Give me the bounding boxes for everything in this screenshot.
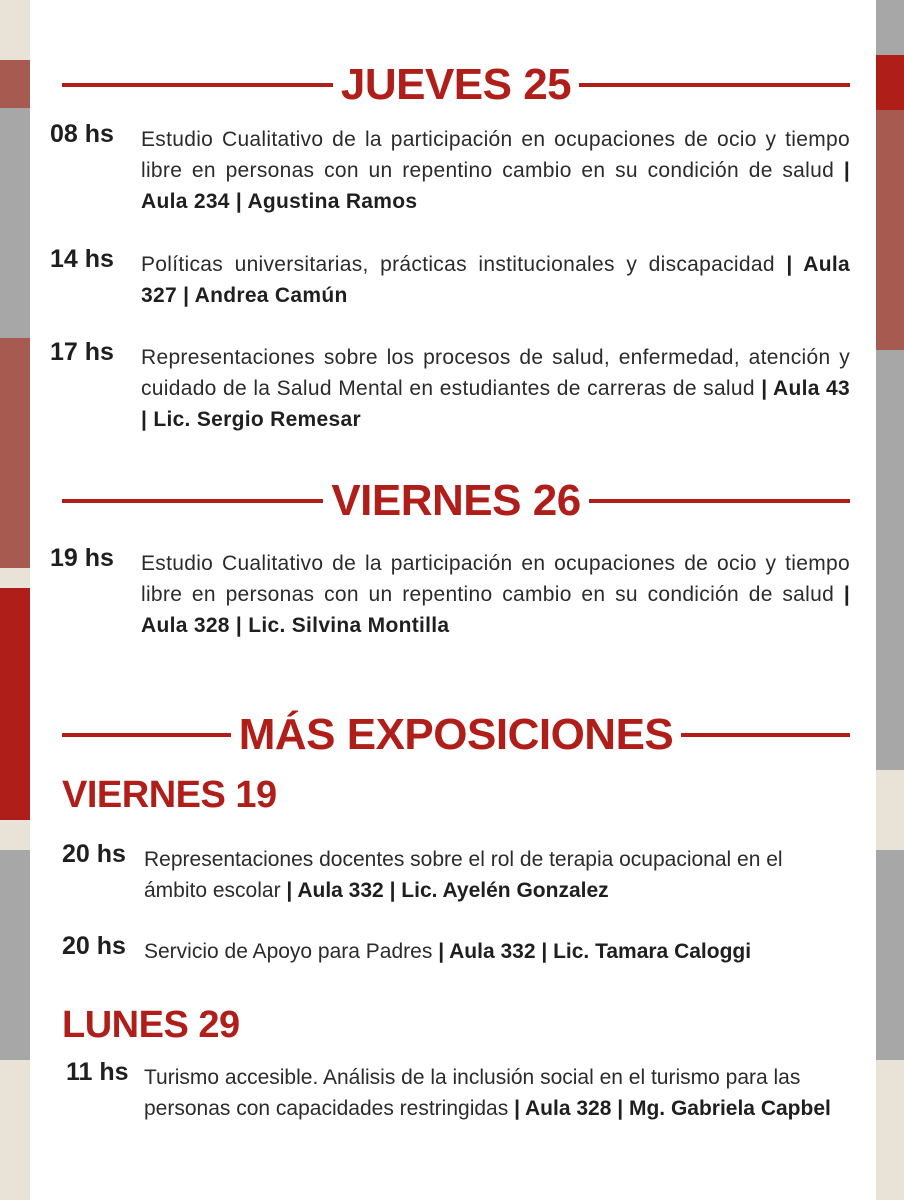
section-heading-mas-exposiciones <box>62 710 850 760</box>
schedule-entry <box>50 245 850 311</box>
entry-time: 11 hs <box>66 1058 129 1086</box>
entry-room: Aula 332 <box>449 940 536 963</box>
heading-rule-right <box>579 83 850 87</box>
entry-description: Representaciones docentes sobre el rol de terapia ocupacional en el ámbito escolar | Aula 332 | Lic. Ayelén Gonzalez <box>144 848 783 902</box>
entry-time: 14 hs <box>50 245 114 273</box>
entry-time: 20 hs <box>62 932 126 960</box>
entry-time: 08 hs <box>50 120 114 148</box>
entry-speaker: Lic. Ayelén Gonzalez <box>401 879 609 902</box>
heading-title: MÁS EXPOSICIONES <box>238 710 674 759</box>
entry-description: Estudio Cualitativo de la participación en ocupaciones de ocio y tiempo libre en personas con un repentino cambio en su condición de salud | Aula 328 | Lic. Silvina Montilla <box>141 552 850 637</box>
entry-room: Aula 328 <box>141 614 230 637</box>
entry-room: Aula 327 <box>141 253 850 307</box>
entry-speaker: Lic. Tamara Caloggi <box>553 940 752 963</box>
entry-text: Estudio Cualitativo de la participación en ocupaciones de ocio y tiempo libre en personas con un repentino cambio en su condición de salud <box>141 552 850 606</box>
entry-speaker: Mg. Gabriela Capbel <box>628 1097 831 1120</box>
section-heading-jueves <box>62 60 850 110</box>
heading-title: VIERNES 26 <box>331 476 581 525</box>
entry-description: Estudio Cualitativo de la participación en ocupaciones de ocio y tiempo libre en personas con un repentino cambio en su condición de salud | Aula 234 | Agustina Ramos <box>141 128 850 213</box>
heading-rule-left <box>62 83 333 87</box>
left-decorative-band <box>0 0 30 1200</box>
schedule-entry <box>50 338 851 435</box>
entry-time: 20 hs <box>62 840 126 868</box>
schedule-entry <box>50 544 850 641</box>
heading-rule-right <box>589 499 850 503</box>
right-decorative-band <box>874 0 904 1200</box>
entry-speaker: Agustina Ramos <box>247 190 418 213</box>
entry-room: Aula 234 <box>141 190 230 213</box>
entry-room: Aula 43 <box>772 377 851 400</box>
entry-text: Servicio de Apoyo para Padres <box>144 940 433 963</box>
heading-title: JUEVES 25 <box>340 60 572 109</box>
section-heading-viernes <box>62 476 850 526</box>
schedule-entry <box>62 932 852 967</box>
entry-text: Representaciones sobre los procesos de salud, enfermedad, atención y cuidado de la Salud Mental en estudiantes de carreras de salud <box>141 346 850 400</box>
heading-rule-left <box>62 499 323 503</box>
entry-time: 17 hs <box>50 338 114 366</box>
schedule-entry <box>62 840 852 906</box>
entry-text: Turismo accesible. Análisis de la inclusión social en el turismo para las personas con capacidades restringidas <box>144 1066 801 1120</box>
entry-description: Servicio de Apoyo para Padres | Aula 332 | Lic. Tamara Caloggi <box>144 940 752 963</box>
entry-time: 19 hs <box>50 544 114 572</box>
subheading-lunes-29: LUNES 29 <box>62 1004 240 1046</box>
entry-speaker: Andrea Camún <box>194 284 348 307</box>
entry-room: Aula 328 <box>525 1097 612 1120</box>
heading-rule-left <box>62 733 231 737</box>
entry-speaker: Lic. Sergio Remesar <box>153 408 361 431</box>
schedule-entry <box>50 120 850 217</box>
entry-speaker: Lic. Silvina Montilla <box>248 614 450 637</box>
entry-description: Turismo accesible. Análisis de la inclusión social en el turismo para las personas con capacidades restringidas | Aula 328 | Mg. Gabriela Capbel <box>144 1066 831 1120</box>
entry-text: Representaciones docentes sobre el rol de terapia ocupacional en el ámbito escolar <box>144 848 783 902</box>
heading-rule-right <box>681 733 850 737</box>
entry-description: Políticas universitarias, prácticas institucionales y discapacidad | Aula 327 | Andrea Camún <box>141 253 850 307</box>
schedule-entry <box>62 1058 857 1124</box>
subheading-viernes-19: VIERNES 19 <box>62 774 277 816</box>
entry-room: Aula 332 <box>297 879 384 902</box>
entry-text: Estudio Cualitativo de la participación en ocupaciones de ocio y tiempo libre en personas con un repentino cambio en su condición de salud <box>141 128 850 182</box>
entry-text: Políticas universitarias, prácticas institucionales y discapacidad <box>141 253 775 276</box>
entry-description: Representaciones sobre los procesos de salud, enfermedad, atención y cuidado de la Salud Mental en estudiantes de carreras de salud | Aula 43 | Lic. Sergio Remesar <box>141 346 851 431</box>
